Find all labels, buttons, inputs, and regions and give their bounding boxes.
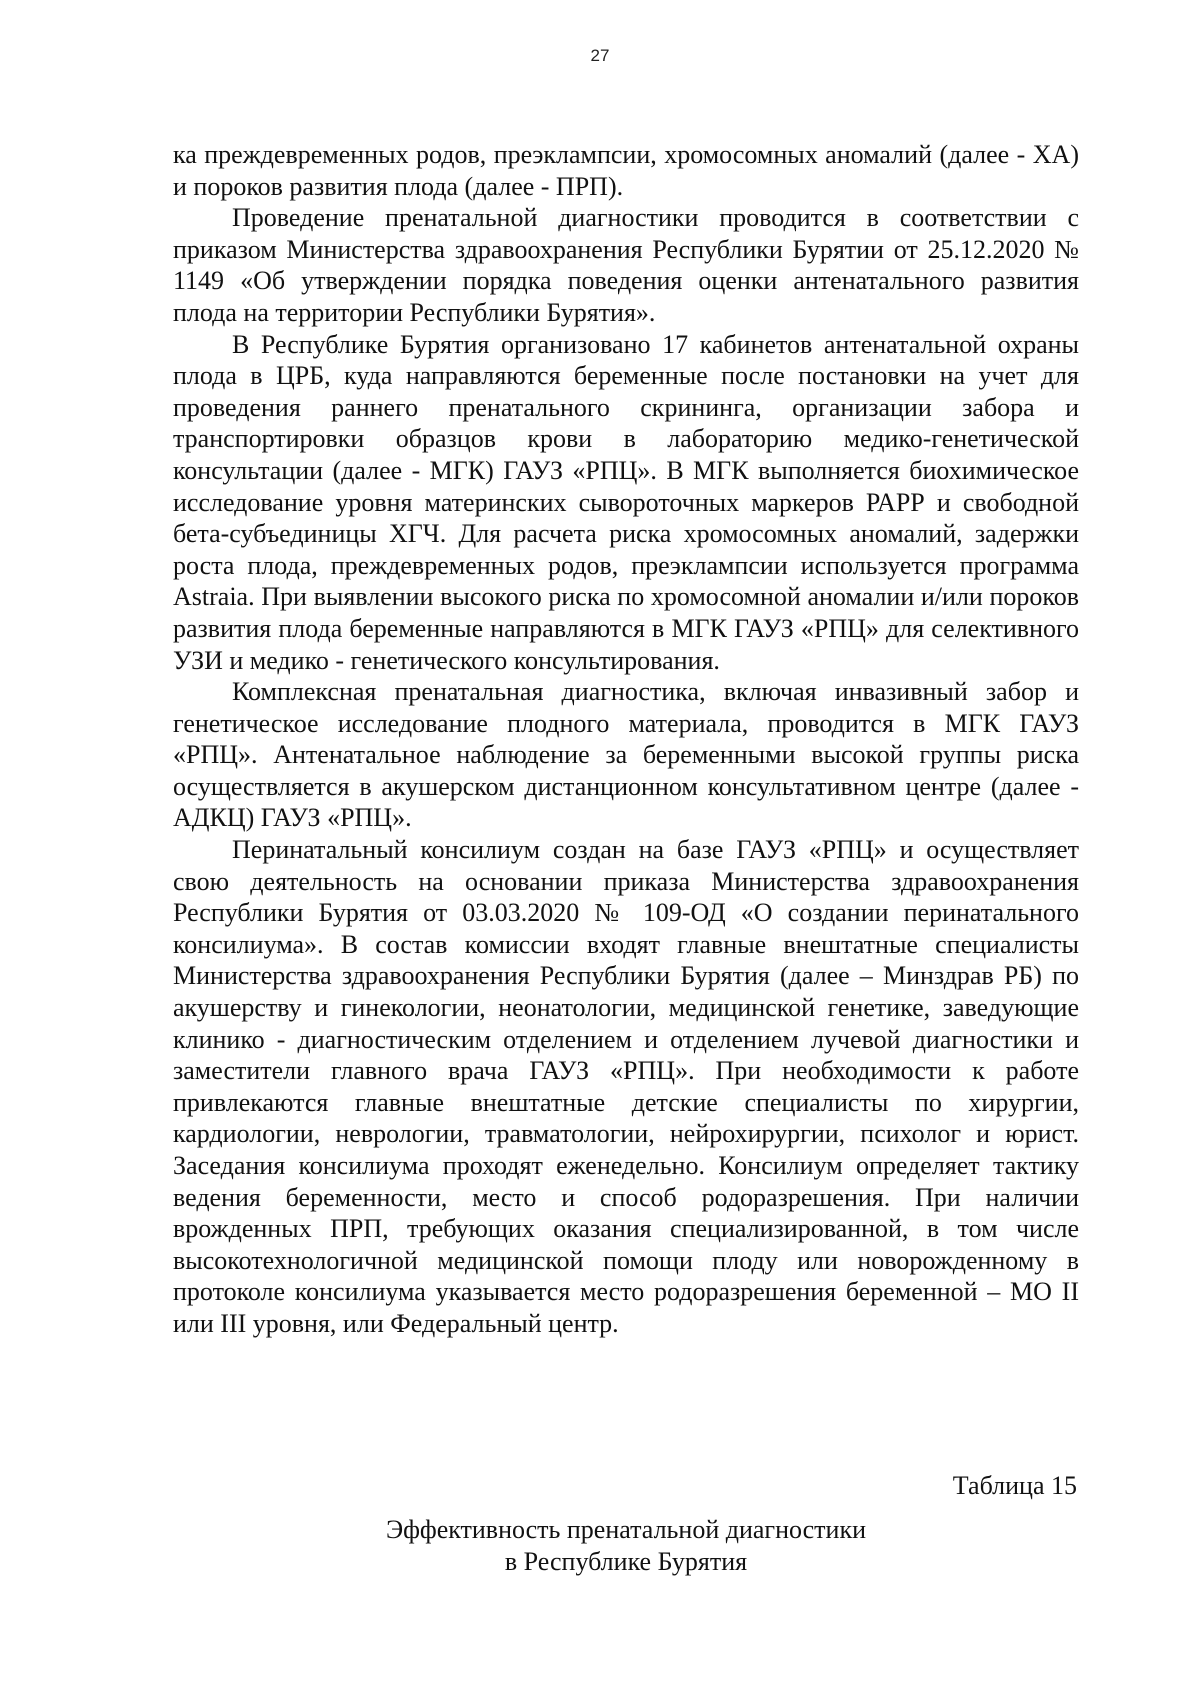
paragraph-continuation: ка преждевременных родов, преэклампсии, хромосомных аномалий (далее - ХА) и пороков развития плода (далее - ПРП). [173, 140, 1079, 201]
table-number-label: Таблица 15 [952, 1471, 1077, 1500]
paragraph-prenatal-order: Проведение пренатальной диагностики проводится в соответствии с приказом Министерства здравоохранения Республики Бурятии от 25.12.2020 № 1149 «Об утверждении порядка поведения оценки антенатального развития плода на территории Республики Бурятия». [173, 203, 1079, 327]
paragraph-perinatal-council: Перинатальный консилиум создан на базе ГАУЗ «РПЦ» и осуществляет свою деятельность на основании приказа Министерства здравоохранения Республики Бурятия от 03.03.2020 № 109-ОД «О создании перинатального консилиума». В состав комиссии входят главные внештатные специалисты Министерства здравоохранения Республики Бурятия (далее – Минздрав РБ) по акушерству и гинекологии, неонатологии, медицинской генетике, заведующие клинико - диагностическим отделением и отделением лучевой диагностики и заместители главного врача ГАУЗ «РПЦ». При необходимости к работе привлекаются главные внештатные детские специалисты по хирургии, кардиологии, неврологии, травматологии, нейрохирургии, психолог и юрист. Заседания консилиума проходят еженедельно. Консилиум определяет тактику ведения беременности, место и способ родоразрешения. При наличии врожденных ПРП, требующих оказания специализированной, в том числе высокотехнологичной медицинской помощи плоду или новорожденному в протоколе консилиума указывается место родоразрешения беременной – МО II или III уровня, или Федеральный центр. [173, 835, 1079, 1338]
body-text [173, 139, 1079, 1340]
page-number: 27 [590, 46, 610, 65]
table-title-line-2: в Республике Бурятия [504, 1547, 748, 1576]
paragraph-complex-diagnostics: Комплексная пренатальная диагностика, включая инвазивный забор и генетическое исследование плодного материала, проводится в МГК ГАУЗ «РПЦ». Антенатальное наблюдение за беременными высокой группы риска осуществляется в акушерском дистанционном консультативном центре (далее - АДКЦ) ГАУЗ «РПЦ». [173, 677, 1079, 833]
paragraph-antenatal-offices: В Республике Бурятия организовано 17 кабинетов антенатальной охраны плода в ЦРБ, куда направляются беременные после постановки на учет для проведения раннего пренатального скрининга, организации забора и транспортировки образцов крови в лабораторию медико-генетической консультации (далее - МГК) ГАУЗ «РПЦ». В МГК выполняется биохимическое исследование уровня материнских сывороточных маркеров РАРР и свободной бета-субъединицы ХГЧ. Для расчета риска хромосомных аномалий, задержки роста плода, преждевременных родов, преэклампсии используется программа Astraia. При выявлении высокого риска по хромосомной аномалии и/или пороков развития плода беременные направляются в МГК ГАУЗ «РПЦ» для селективного УЗИ и медико - генетического консультирования. [173, 329, 1079, 675]
table-title-line-1: Эффективность пренатальной диагностики [385, 1515, 867, 1544]
table-title [173, 1514, 1079, 1578]
table-caption [173, 1470, 1079, 1578]
